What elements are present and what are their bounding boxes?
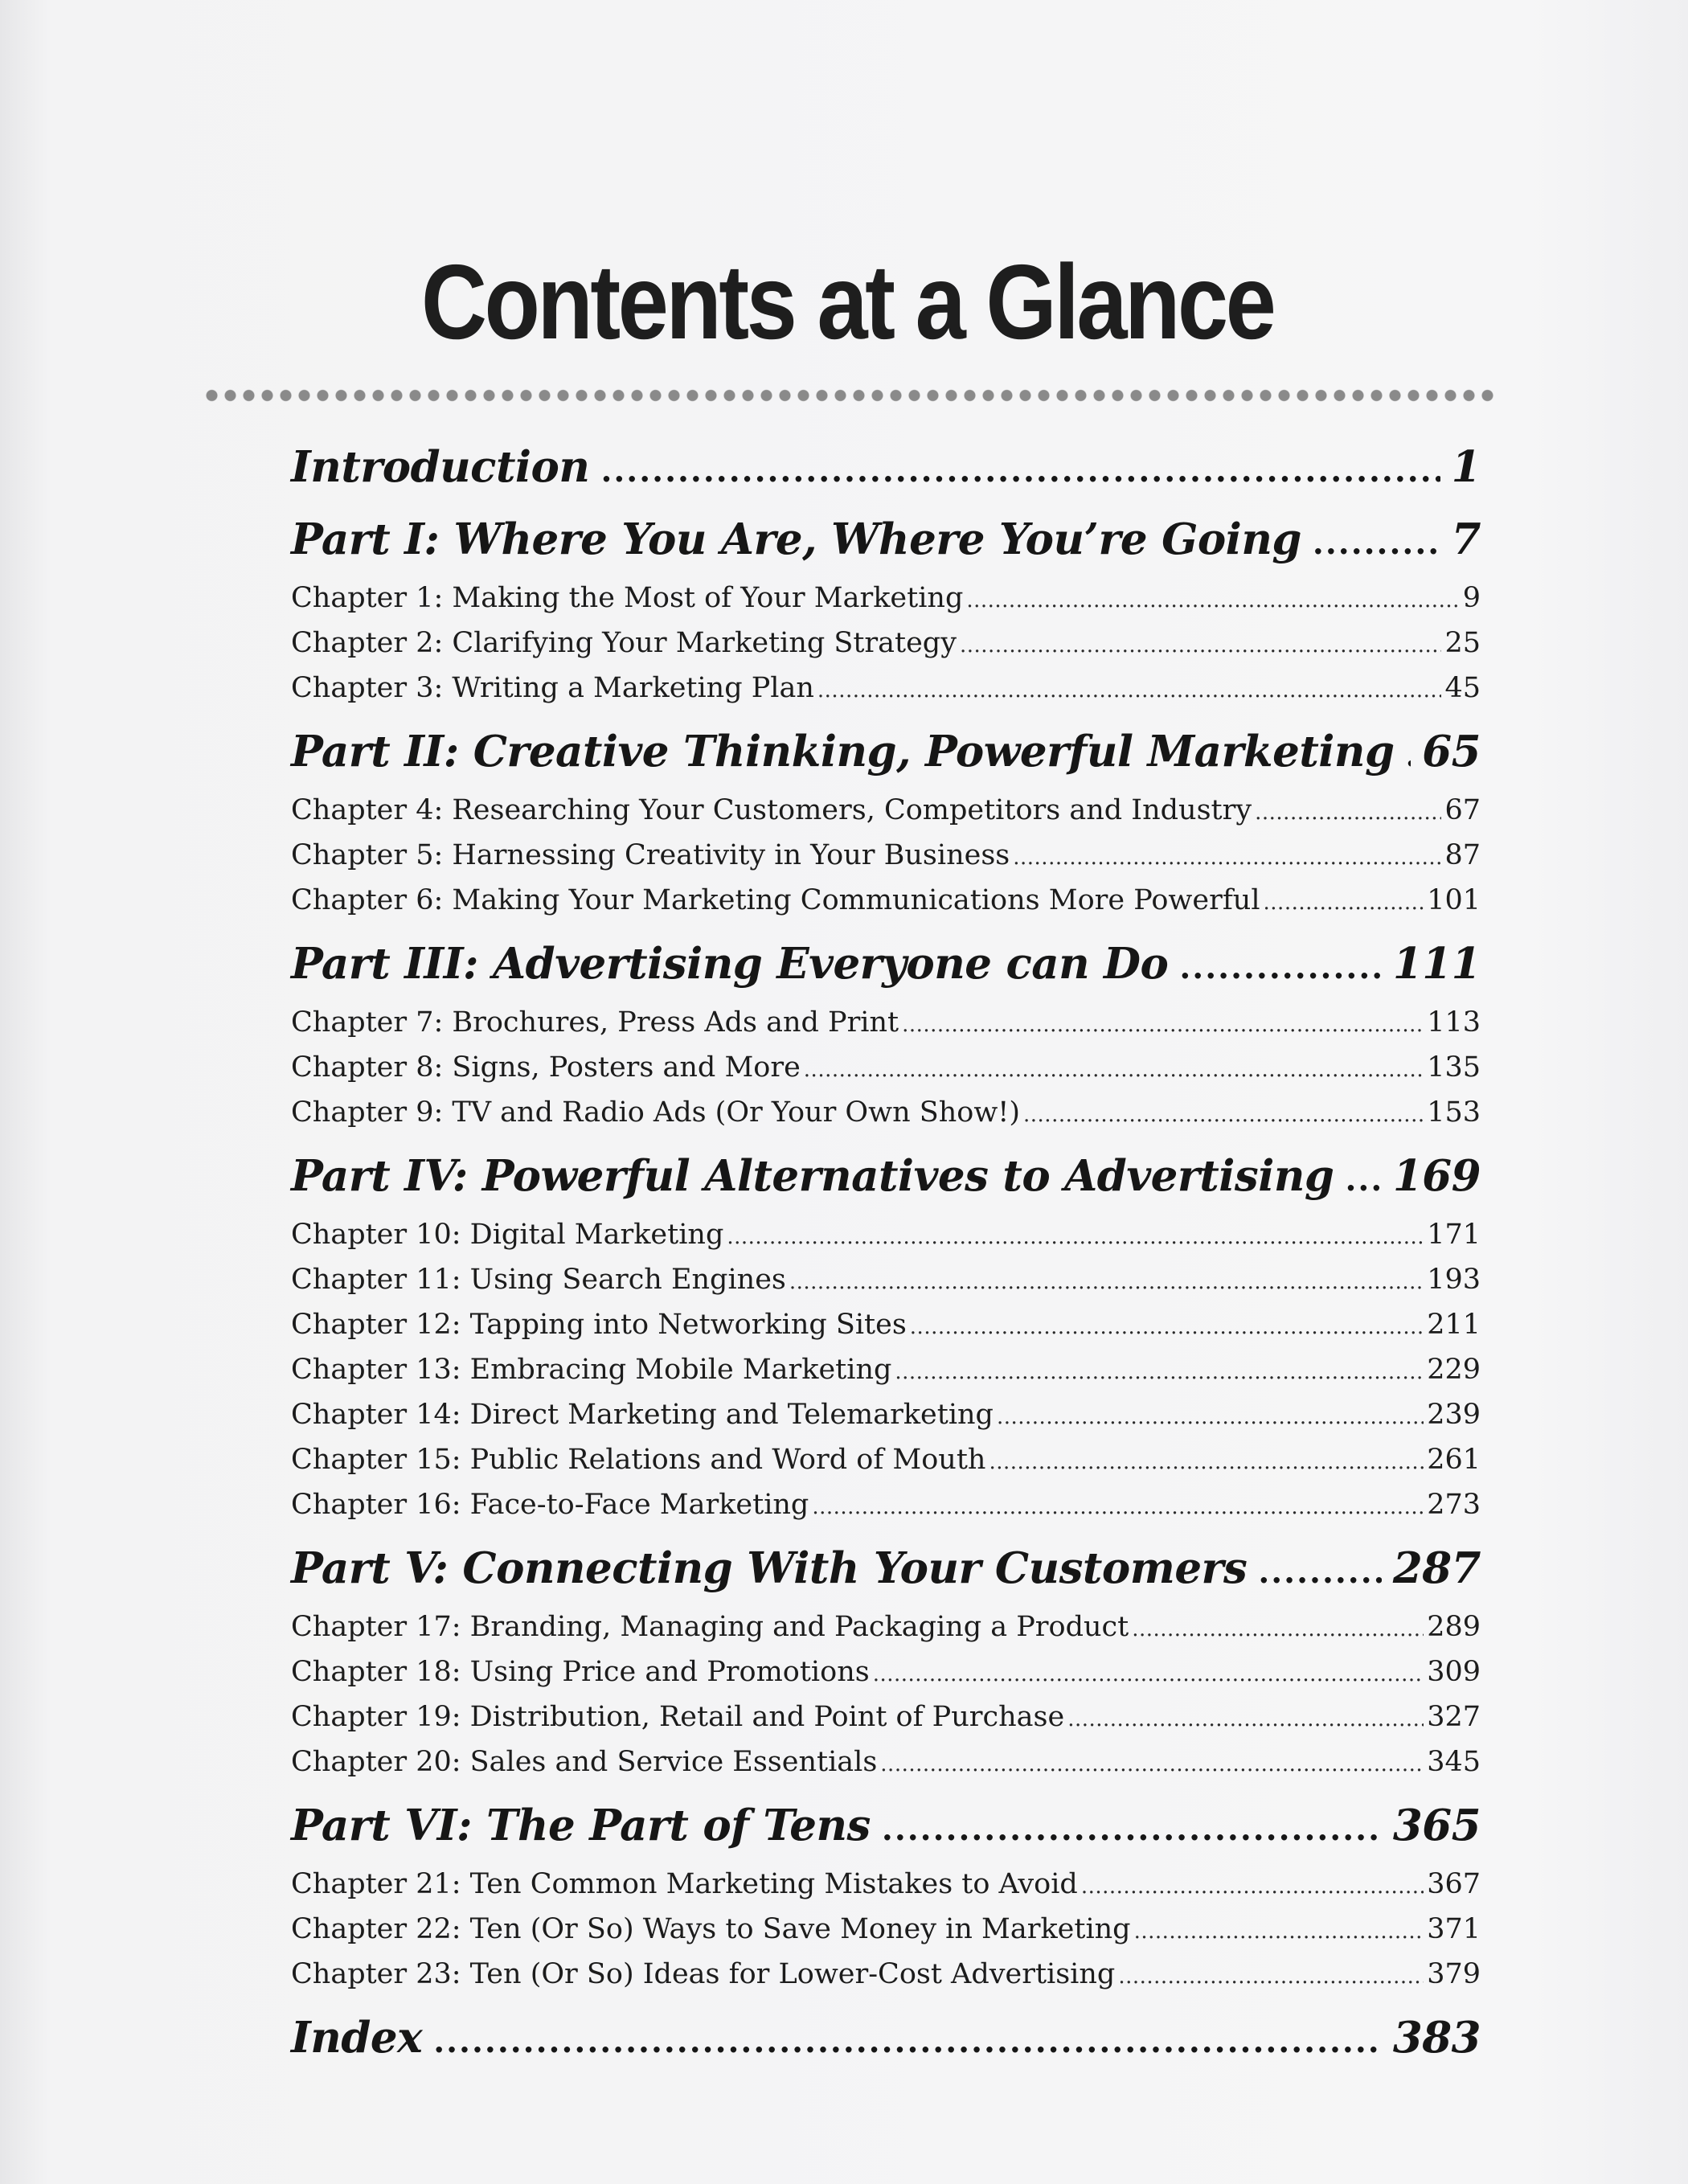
toc-chapter-page-number: 171 [1427,1219,1481,1251]
toc-chapter-row [291,1649,1481,1694]
toc-chapter-page-number: 87 [1444,839,1481,871]
toc-chapter-label: Chapter 21: Ten Common Marketing Mistakes to Avoid [291,1868,1078,1900]
toc-chapter-page-number: 261 [1427,1444,1481,1476]
leader-dots [1023,1092,1424,1137]
leader-dots [902,1002,1424,1047]
toc-part-heading [291,503,1481,576]
toc-chapter-page-number: 101 [1427,884,1481,916]
leader-dots [1067,1697,1424,1742]
toc-chapter-label: Chapter 16: Face-to-Face Marketing [291,1489,809,1521]
toc-part-page-number: 287 [1392,1543,1481,1593]
toc-part-heading [291,1140,1481,1212]
toc-chapter-label: Chapter 19: Distribution, Retail and Point of Purchase [291,1701,1065,1733]
toc-chapter-row [291,833,1481,878]
toc-chapter-row [291,1347,1481,1392]
toc-chapter-label: Chapter 6: Making Your Marketing Communications More Powerful [291,884,1260,916]
toc-part-label: Part VI: The Part of Tens [291,1801,871,1850]
leader-dots [1255,790,1441,835]
leader-dots [989,1440,1424,1485]
toc-chapter-row [291,878,1481,923]
toc-chapter-label: Chapter 13: Embracing Mobile Marketing [291,1354,892,1386]
toc-chapter-row [291,1090,1481,1135]
toc-chapter-page-number: 113 [1427,1006,1481,1039]
toc-part-page-number: 65 [1422,727,1481,776]
toc-chapter-label: Chapter 1: Making the Most of Your Marketing [291,582,964,614]
toc-chapter-row [291,1212,1481,1257]
toc-chapter-row [291,1907,1481,1952]
toc-chapter-row [291,1862,1481,1907]
leader-dots [1264,880,1424,925]
toc-part-page-number: 365 [1392,1801,1481,1850]
toc-chapter-page-number: 25 [1444,627,1481,659]
toc-chapter-label: Chapter 9: TV and Radio Ads (Or Your Own Show!) [291,1096,1021,1129]
toc-chapter-list [291,1212,1481,1527]
toc-chapter-row [291,1302,1481,1347]
leader-dots [727,1215,1424,1260]
leader-dots [910,1305,1424,1350]
toc-part-label: Part III: Advertising Everyone can Do [291,939,1169,989]
toc-chapter-label: Chapter 15: Public Relations and Word of Mouth [291,1444,986,1476]
toc-part-label: Part II: Creative Thinking, Powerful Marketing [291,727,1395,776]
leader-dots [1132,1607,1424,1652]
toc-chapter-label: Chapter 10: Digital Marketing [291,1219,724,1251]
toc-chapter-row [291,1437,1481,1482]
toc-chapter-row [291,1952,1481,1997]
toc-index [291,2002,1481,2074]
toc-part-heading [291,715,1481,788]
leader-dots [1258,1536,1382,1608]
toc-part-label: Part I: Where You Are, Where You’re Going [291,514,1301,564]
leader-dots [1134,1909,1424,1954]
toc-chapter-row [291,1482,1481,1527]
toc-chapter-label: Chapter 3: Writing a Marketing Plan [291,672,814,704]
leader-dots [966,578,1459,623]
toc-chapter-page-number: 371 [1427,1913,1481,1945]
toc-chapter-label: Chapter 17: Branding, Managing and Packaging a Product [291,1611,1129,1643]
toc-part-label: Part IV: Powerful Alternatives to Advertising [291,1151,1334,1201]
toc-chapter-list [291,788,1481,923]
toc-chapter-list [291,1862,1481,1997]
toc-chapter-page-number: 211 [1427,1309,1481,1341]
toc-chapter-page-number: 289 [1427,1611,1481,1643]
toc-chapter-label: Chapter 23: Ten (Or So) Ideas for Lower-Cost Advertising [291,1958,1116,1990]
leader-dots [880,1742,1424,1787]
toc-chapter-list [291,576,1481,711]
toc-part-heading [291,928,1481,1000]
leader-dots [789,1260,1424,1305]
toc-chapter-page-number: 9 [1462,582,1481,614]
toc-chapter-row [291,1045,1481,1090]
toc-chapter-row [291,788,1481,833]
leader-dots [1345,1144,1381,1216]
toc-part-page-number: 7 [1451,514,1481,564]
toc-chapter-page-number: 153 [1427,1096,1481,1129]
toc-chapter-list [291,1604,1481,1784]
toc-entry-label: Introduction [291,442,590,492]
toc-parts [291,503,1481,1997]
toc-chapter-label: Chapter 7: Brochures, Press Ads and Print [291,1006,899,1039]
toc-part-heading [291,1532,1481,1604]
toc-chapter-row [291,666,1481,711]
toc-chapter-row [291,621,1481,666]
leader-dots [1313,507,1440,580]
leader-dots [804,1047,1424,1092]
toc-chapter-label: Chapter 11: Using Search Engines [291,1264,786,1296]
toc-chapter-label: Chapter 18: Using Price and Promotions [291,1656,870,1688]
toc-part-page-number: 169 [1392,1151,1481,1201]
toc-chapter-page-number: 67 [1444,794,1481,826]
leader-dots [817,668,1442,713]
toc-page-number: 1 [1451,442,1481,492]
leader-dots [1118,1954,1424,1999]
leader-dots [997,1395,1424,1440]
toc-chapter-row [291,1000,1481,1045]
leader-dots [433,2006,1382,2078]
leader-dots [1013,835,1441,880]
toc-chapter-row [291,576,1481,621]
leader-dots [812,1485,1424,1530]
toc-chapter-page-number: 273 [1427,1489,1481,1521]
toc-chapter-page-number: 193 [1427,1264,1481,1296]
toc-chapter-page-number: 327 [1427,1701,1481,1733]
toc-chapter-label: Chapter 14: Direct Marketing and Telemarketing [291,1399,994,1431]
toc-chapter-row [291,1694,1481,1739]
leader-dots [873,1652,1424,1697]
toc-chapter-page-number: 309 [1427,1656,1481,1688]
toc-chapter-page-number: 45 [1444,672,1481,704]
toc-chapter-label: Chapter 22: Ten (Or So) Ways to Save Money in Marketing [291,1913,1131,1945]
toc-chapter-row [291,1739,1481,1784]
toc-chapter-row [291,1604,1481,1649]
toc-entry-label: Index [291,2013,423,2063]
leader-dots [895,1350,1424,1395]
leader-dots [600,435,1440,507]
toc-part-label: Part V: Connecting With Your Customers [291,1543,1248,1593]
toc-chapter-label: Chapter 4: Researching Your Customers, Competitors and Industry [291,794,1252,826]
toc-chapter-page-number: 229 [1427,1354,1481,1386]
toc-chapter-row [291,1392,1481,1437]
toc-part-heading [291,1789,1481,1862]
leader-dots [1081,1864,1424,1909]
toc-chapter-label: Chapter 20: Sales and Service Essentials [291,1746,878,1778]
leader-dots [1179,932,1381,1004]
toc-page-number: 383 [1392,2013,1481,2063]
leader-dots [960,623,1441,668]
toc-chapter-label: Chapter 2: Clarifying Your Marketing Strategy [291,627,957,659]
table-of-contents [291,431,1481,2074]
toc-introduction [291,431,1481,503]
toc-chapter-label: Chapter 5: Harnessing Creativity in Your Business [291,839,1010,871]
toc-part-page-number: 111 [1392,939,1481,989]
toc-chapter-page-number: 135 [1427,1051,1481,1084]
page-title: Contents at a Glance [421,243,1274,361]
toc-chapter-page-number: 379 [1427,1958,1481,1990]
toc-chapter-page-number: 367 [1427,1868,1481,1900]
toc-chapter-label: Chapter 8: Signs, Posters and More [291,1051,801,1084]
leader-dots [882,1793,1382,1866]
toc-chapter-row [291,1257,1481,1302]
dotted-divider [203,387,1497,404]
toc-chapter-list [291,1000,1481,1135]
toc-chapter-page-number: 345 [1427,1746,1481,1778]
toc-chapter-label: Chapter 12: Tapping into Networking Sites [291,1309,907,1341]
toc-chapter-page-number: 239 [1427,1399,1481,1431]
leader-dots [1406,719,1411,792]
